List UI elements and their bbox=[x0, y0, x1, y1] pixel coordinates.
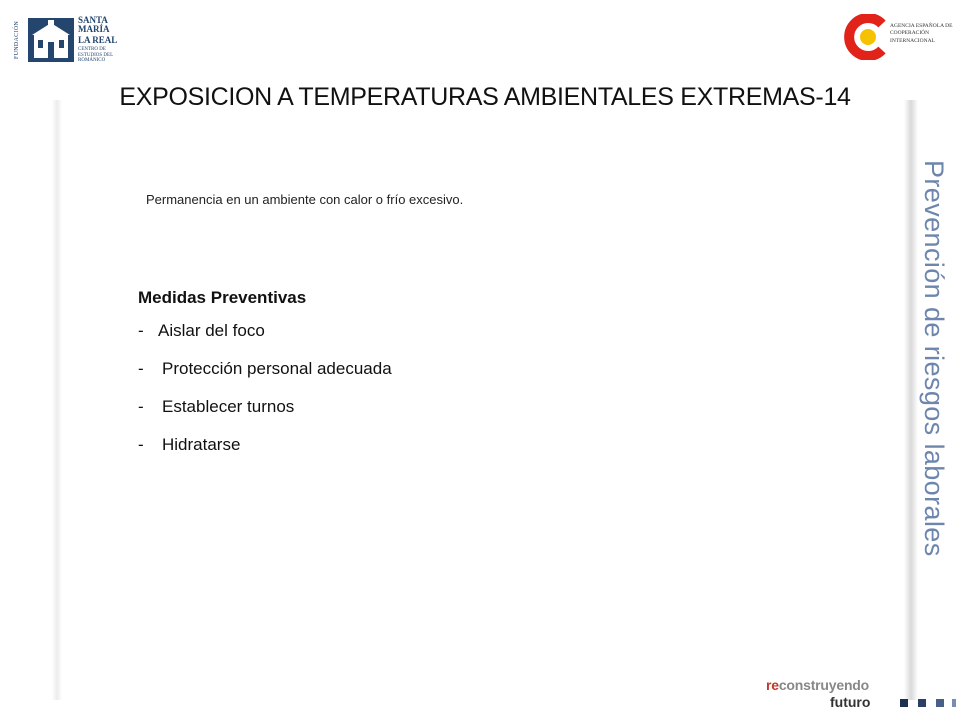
measure-text: Protección personal adecuada bbox=[162, 359, 392, 378]
logo-name-line2: LA REAL bbox=[78, 35, 118, 45]
side-caption-text: Prevención de riesgos laborales bbox=[919, 160, 949, 557]
monastery-emblem-icon bbox=[28, 18, 74, 62]
list-dash: - bbox=[138, 321, 144, 340]
footer-prefix: re bbox=[766, 677, 779, 693]
measures-list bbox=[138, 321, 392, 454]
preventive-measures-section bbox=[138, 288, 392, 473]
slide-subtitle: Permanencia en un ambiente con calor o frío excesivo. bbox=[146, 192, 464, 207]
measure-item bbox=[138, 397, 392, 416]
logo-name bbox=[78, 16, 126, 64]
measure-item bbox=[138, 435, 392, 454]
aecid-logo-text: AGENCIA ESPAÑOLA DE COOPERACIÓN INTERNACIONAL bbox=[890, 23, 953, 44]
footer-line2: futuro bbox=[830, 694, 871, 710]
measures-heading: Medidas Preventivas bbox=[138, 288, 307, 307]
logo-name-line1: SANTA MARÍA bbox=[78, 15, 110, 34]
footer-line1 bbox=[766, 677, 869, 693]
fundacion-santa-maria-logo bbox=[14, 14, 124, 64]
left-edge-shadow bbox=[52, 100, 62, 700]
aecid-c-mark-icon bbox=[842, 14, 888, 60]
aecid-logo bbox=[842, 14, 954, 62]
slide-title: EXPOSICION A TEMPERATURAS AMBIENTALES EXTREMAS-14 bbox=[119, 83, 851, 111]
logo-name-line3: CENTRO DE ESTUDIOS DEL ROMÁNICO bbox=[78, 47, 113, 63]
footer-square-icon bbox=[900, 699, 908, 707]
reconstruyendo-futuro-footer bbox=[766, 677, 956, 717]
list-dash: - bbox=[138, 397, 144, 416]
logo-vertical-text: FUNDACIÓN bbox=[14, 20, 20, 60]
footer-square-icon bbox=[936, 699, 944, 707]
measure-text: Hidratarse bbox=[162, 435, 241, 454]
footer-square-icon bbox=[952, 699, 956, 707]
footer-square-icon bbox=[918, 699, 926, 707]
footer-rest: construyendo bbox=[778, 677, 870, 693]
list-dash: - bbox=[138, 435, 144, 454]
list-dash: - bbox=[138, 359, 144, 378]
right-edge-shadow bbox=[904, 100, 918, 700]
measure-item bbox=[138, 321, 392, 340]
measure-item bbox=[138, 359, 392, 378]
measure-text: Aislar del foco bbox=[158, 321, 265, 340]
measure-text: Establecer turnos bbox=[162, 397, 295, 416]
vertical-side-caption bbox=[918, 160, 950, 557]
